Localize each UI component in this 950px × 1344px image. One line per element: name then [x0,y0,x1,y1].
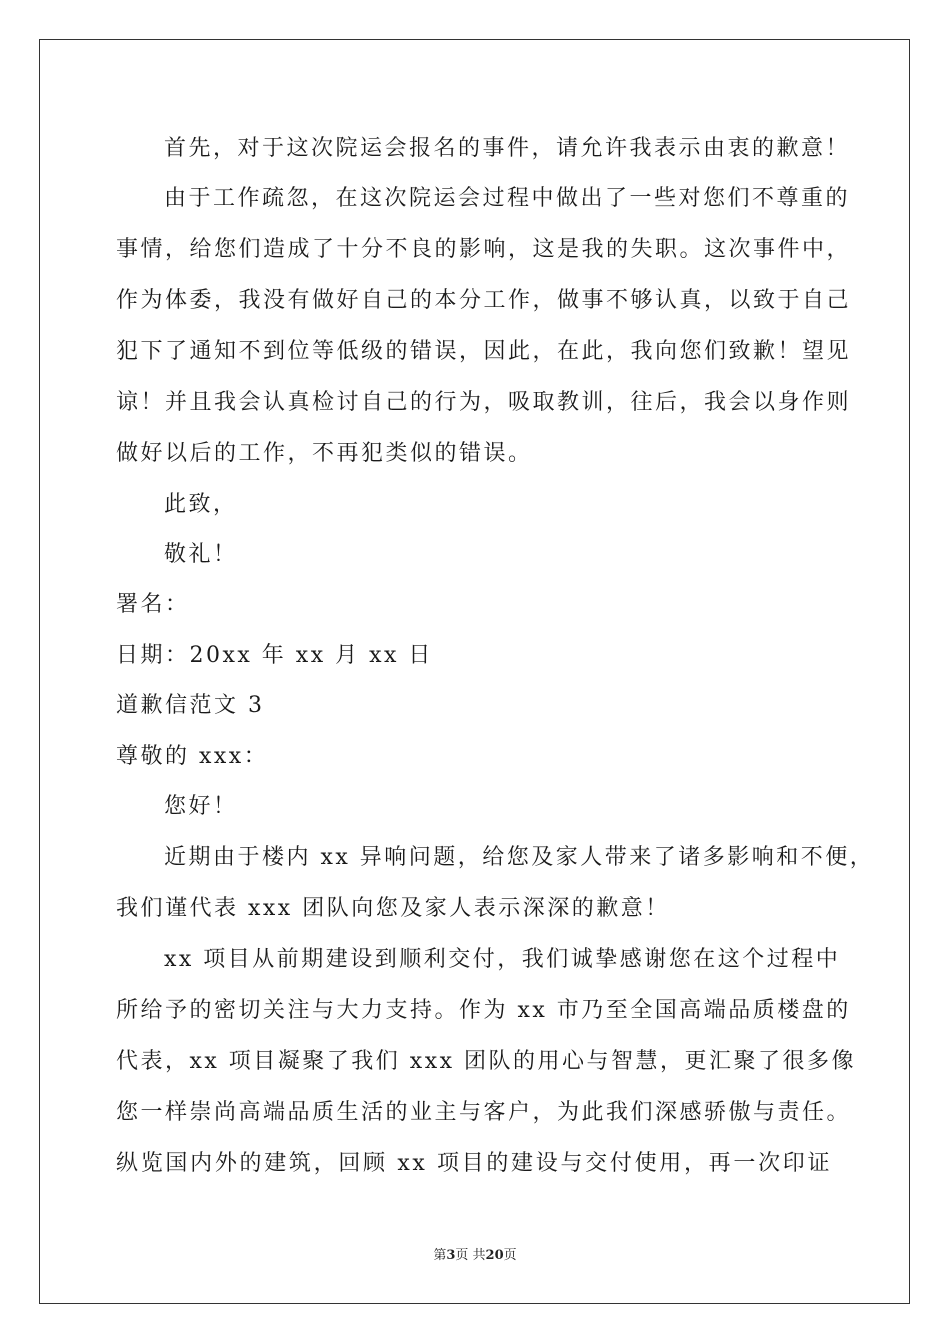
paragraph-line: 首先，对于这次院运会报名的事件，请允许我表示由衷的歉意！ [164,136,851,161]
paragraph-line: 犯下了通知不到位等低级的错误，因此，在此，我向您们致歉！望见 [116,339,852,364]
paragraph-line: 由于工作疏忽，在这次院运会过程中做出了一些对您们不尊重的 [164,186,851,211]
paragraph-line: xx 项目从前期建设到顺利交付，我们诚挚感谢您在这个过程中 [164,947,841,972]
page-number: 3 [446,1248,456,1263]
page-prefix: 第 [433,1248,447,1263]
paragraph-line: 纵览国内外的建筑，回顾 xx 项目的建设与交付使用，再一次印证 [116,1151,832,1176]
paragraph-line: 谅！并且我会认真检讨自己的行为，吸取教训，往后，我会以身作则 [116,390,852,415]
paragraph-line: 近期由于楼内 xx 异响问题，给您及家人带来了诸多影响和不便， [164,845,875,870]
greeting-line: 您好！ [164,794,238,819]
paragraph-line: 代表，xx 项目凝聚了我们 xxx 团队的用心与智慧，更汇聚了很多像 [116,1049,857,1074]
paragraph-line: 事情，给您们造成了十分不良的影响，这是我的失职。这次事件中， [116,237,852,262]
paragraph-line: 做好以后的工作，不再犯类似的错误。 [116,441,533,466]
page-suffix: 页 [503,1248,517,1263]
date-line: 日期：20xx 年 xx 月 xx 日 [116,643,433,668]
paragraph-line: 作为体委，我没有做好自己的本分工作，做事不够认真，以致于自己 [116,288,852,313]
closing-line: 敬礼！ [164,542,238,567]
paragraph-line: 所给予的密切关注与大力支持。作为 xx 市乃至全国高端品质楼盘的 [116,998,851,1023]
closing-line: 此致， [164,492,238,517]
page-mid: 页 共 [455,1248,486,1263]
paragraph-line: 您一样崇尚高端品质生活的业主与客户，为此我们深感骄傲与责任。 [116,1100,852,1125]
section-title: 道歉信范文 3 [116,693,265,718]
paragraph-line: 我们谨代表 xxx 团队向您及家人表示深深的歉意！ [116,896,670,921]
page-footer [0,1244,950,1263]
signature-line: 署名： [116,592,190,617]
salutation-line: 尊敬的 xxx： [116,744,269,769]
page-total: 20 [485,1248,504,1263]
